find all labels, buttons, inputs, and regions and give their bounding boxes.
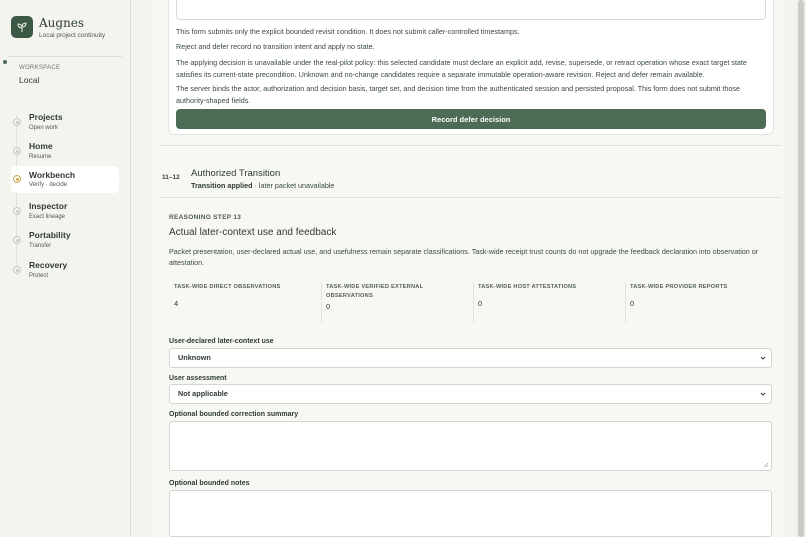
nav-dot-icon <box>13 266 21 274</box>
nav-dot-icon <box>13 175 21 183</box>
metric-verified-external <box>326 283 466 323</box>
sprout-icon <box>11 16 33 38</box>
metric-label: TASK-WIDE PROVIDER REPORTS <box>630 284 728 290</box>
assessment-value: Not applicable <box>178 389 228 398</box>
later-use-select[interactable] <box>169 348 772 368</box>
reasoning-title: Actual later-context use and feedback <box>169 227 337 238</box>
brand-subtitle: Local project continuity <box>39 32 106 39</box>
correction-summary-label: Optional bounded correction summary <box>169 411 299 418</box>
divider <box>8 56 122 57</box>
nav-dot-icon <box>13 207 21 215</box>
sidebar-item-portability[interactable] <box>11 228 119 255</box>
divider <box>160 197 782 198</box>
reasoning-step-label: REASONING STEP 13 <box>169 214 242 221</box>
sidebar-item-title: Inspector <box>29 201 68 211</box>
sidebar-item-sub: Protect <box>29 273 49 279</box>
metric-label: TASK-WIDE DIRECT OBSERVATIONS <box>174 284 281 290</box>
divider <box>625 283 626 323</box>
later-use-value: Unknown <box>178 353 211 362</box>
metric-label: TASK-WIDE VERIFIED EXTERNAL OBSERVATIONS <box>326 284 424 299</box>
metric-value: 4 <box>174 299 179 308</box>
assessment-label: User assessment <box>169 375 227 382</box>
sidebar-item-title: Portability <box>29 230 71 240</box>
metric-value: 0 <box>478 299 483 308</box>
workspace-indicator <box>3 60 7 64</box>
sidebar-item-sub: Resume <box>29 154 52 160</box>
sidebar-item-title: Projects <box>29 112 63 122</box>
record-defer-button[interactable]: Record defer decision <box>176 109 766 129</box>
divider <box>160 145 782 146</box>
sidebar-item-inspector[interactable] <box>11 199 119 226</box>
brand <box>11 16 105 39</box>
sidebar-item-recovery[interactable] <box>11 258 119 285</box>
sidebar-item-workbench[interactable] <box>11 166 119 193</box>
divider <box>473 283 474 323</box>
chevron-down-icon <box>760 355 766 361</box>
form-note: The applying decision is unavailable under the real-pilot policy: this selected candidate must declare an explicit add, revise, supersede, or retract operation whose exact target state satisfies its current-state precondition. Unknown and no-change candidates require a separate immutable operation-aware revision. Reject and defer remain available. <box>176 58 747 79</box>
revisit-condition-field[interactable] <box>176 0 766 20</box>
metric-value: 0 <box>630 299 635 308</box>
workspace-label: WORKSPACE <box>19 65 61 71</box>
nav-dot-icon <box>13 147 21 155</box>
transition-subtitle <box>191 181 334 190</box>
sidebar-item-sub: Transfer <box>29 243 52 249</box>
step-badge: 11–12 <box>162 174 180 181</box>
form-note: Reject and defer record no transition intent and apply no state. <box>176 42 375 51</box>
metric-label: TASK-WIDE HOST ATTESTATIONS <box>478 284 577 290</box>
sidebar-item-title: Home <box>29 141 53 151</box>
workspace-value[interactable]: Local <box>19 75 40 85</box>
sidebar-item-title: Recovery <box>29 260 68 270</box>
form-note: This form submits only the explicit bounded revisit condition. It does not submit caller-controlled timestamps. <box>176 27 520 36</box>
metric-host-attestations <box>478 283 626 323</box>
resize-grip-icon[interactable] <box>763 462 769 468</box>
correction-summary-field[interactable] <box>169 421 772 471</box>
nav-dot-icon <box>13 236 21 244</box>
form-note: The server binds the actor, authorization and decision basis, target set, and decision time from the authenticated session and persisted proposal. This form does not submit those authority-shaped fields. <box>176 84 741 105</box>
assessment-select[interactable] <box>169 384 772 404</box>
notes-field[interactable] <box>169 490 772 537</box>
metric-provider-reports <box>630 283 778 323</box>
brand-name: Augnes <box>39 16 85 30</box>
chevron-down-icon <box>760 391 766 397</box>
nav-dot-icon <box>13 118 21 126</box>
divider <box>321 283 322 323</box>
metric-direct-observations <box>174 283 322 323</box>
transition-title: Authorized Transition <box>191 168 281 179</box>
sidebar-item-home[interactable] <box>11 139 119 166</box>
transition-note: · later packet unavailable <box>254 181 335 190</box>
reasoning-description: Packet presentation, user-declared actual use, and usefulness remain separate classifications. Task-wide receipt trust counts do not upgrade the feedback declaration into observation or attestation. <box>169 247 759 267</box>
sidebar-item-title: Workbench <box>29 170 76 180</box>
sidebar-item-sub: Open work <box>29 125 59 131</box>
sidebar <box>0 0 131 537</box>
sidebar-item-sub: Exact lineage <box>29 214 66 220</box>
metric-value: 0 <box>326 302 331 311</box>
later-use-label: User-declared later-context use <box>169 338 274 345</box>
sidebar-item-projects[interactable] <box>11 110 119 137</box>
scrollbar-thumb[interactable] <box>798 0 804 537</box>
transition-status: Transition applied <box>191 181 253 190</box>
sidebar-item-sub: Verify · decide <box>29 182 68 188</box>
notes-label: Optional bounded notes <box>169 480 250 487</box>
